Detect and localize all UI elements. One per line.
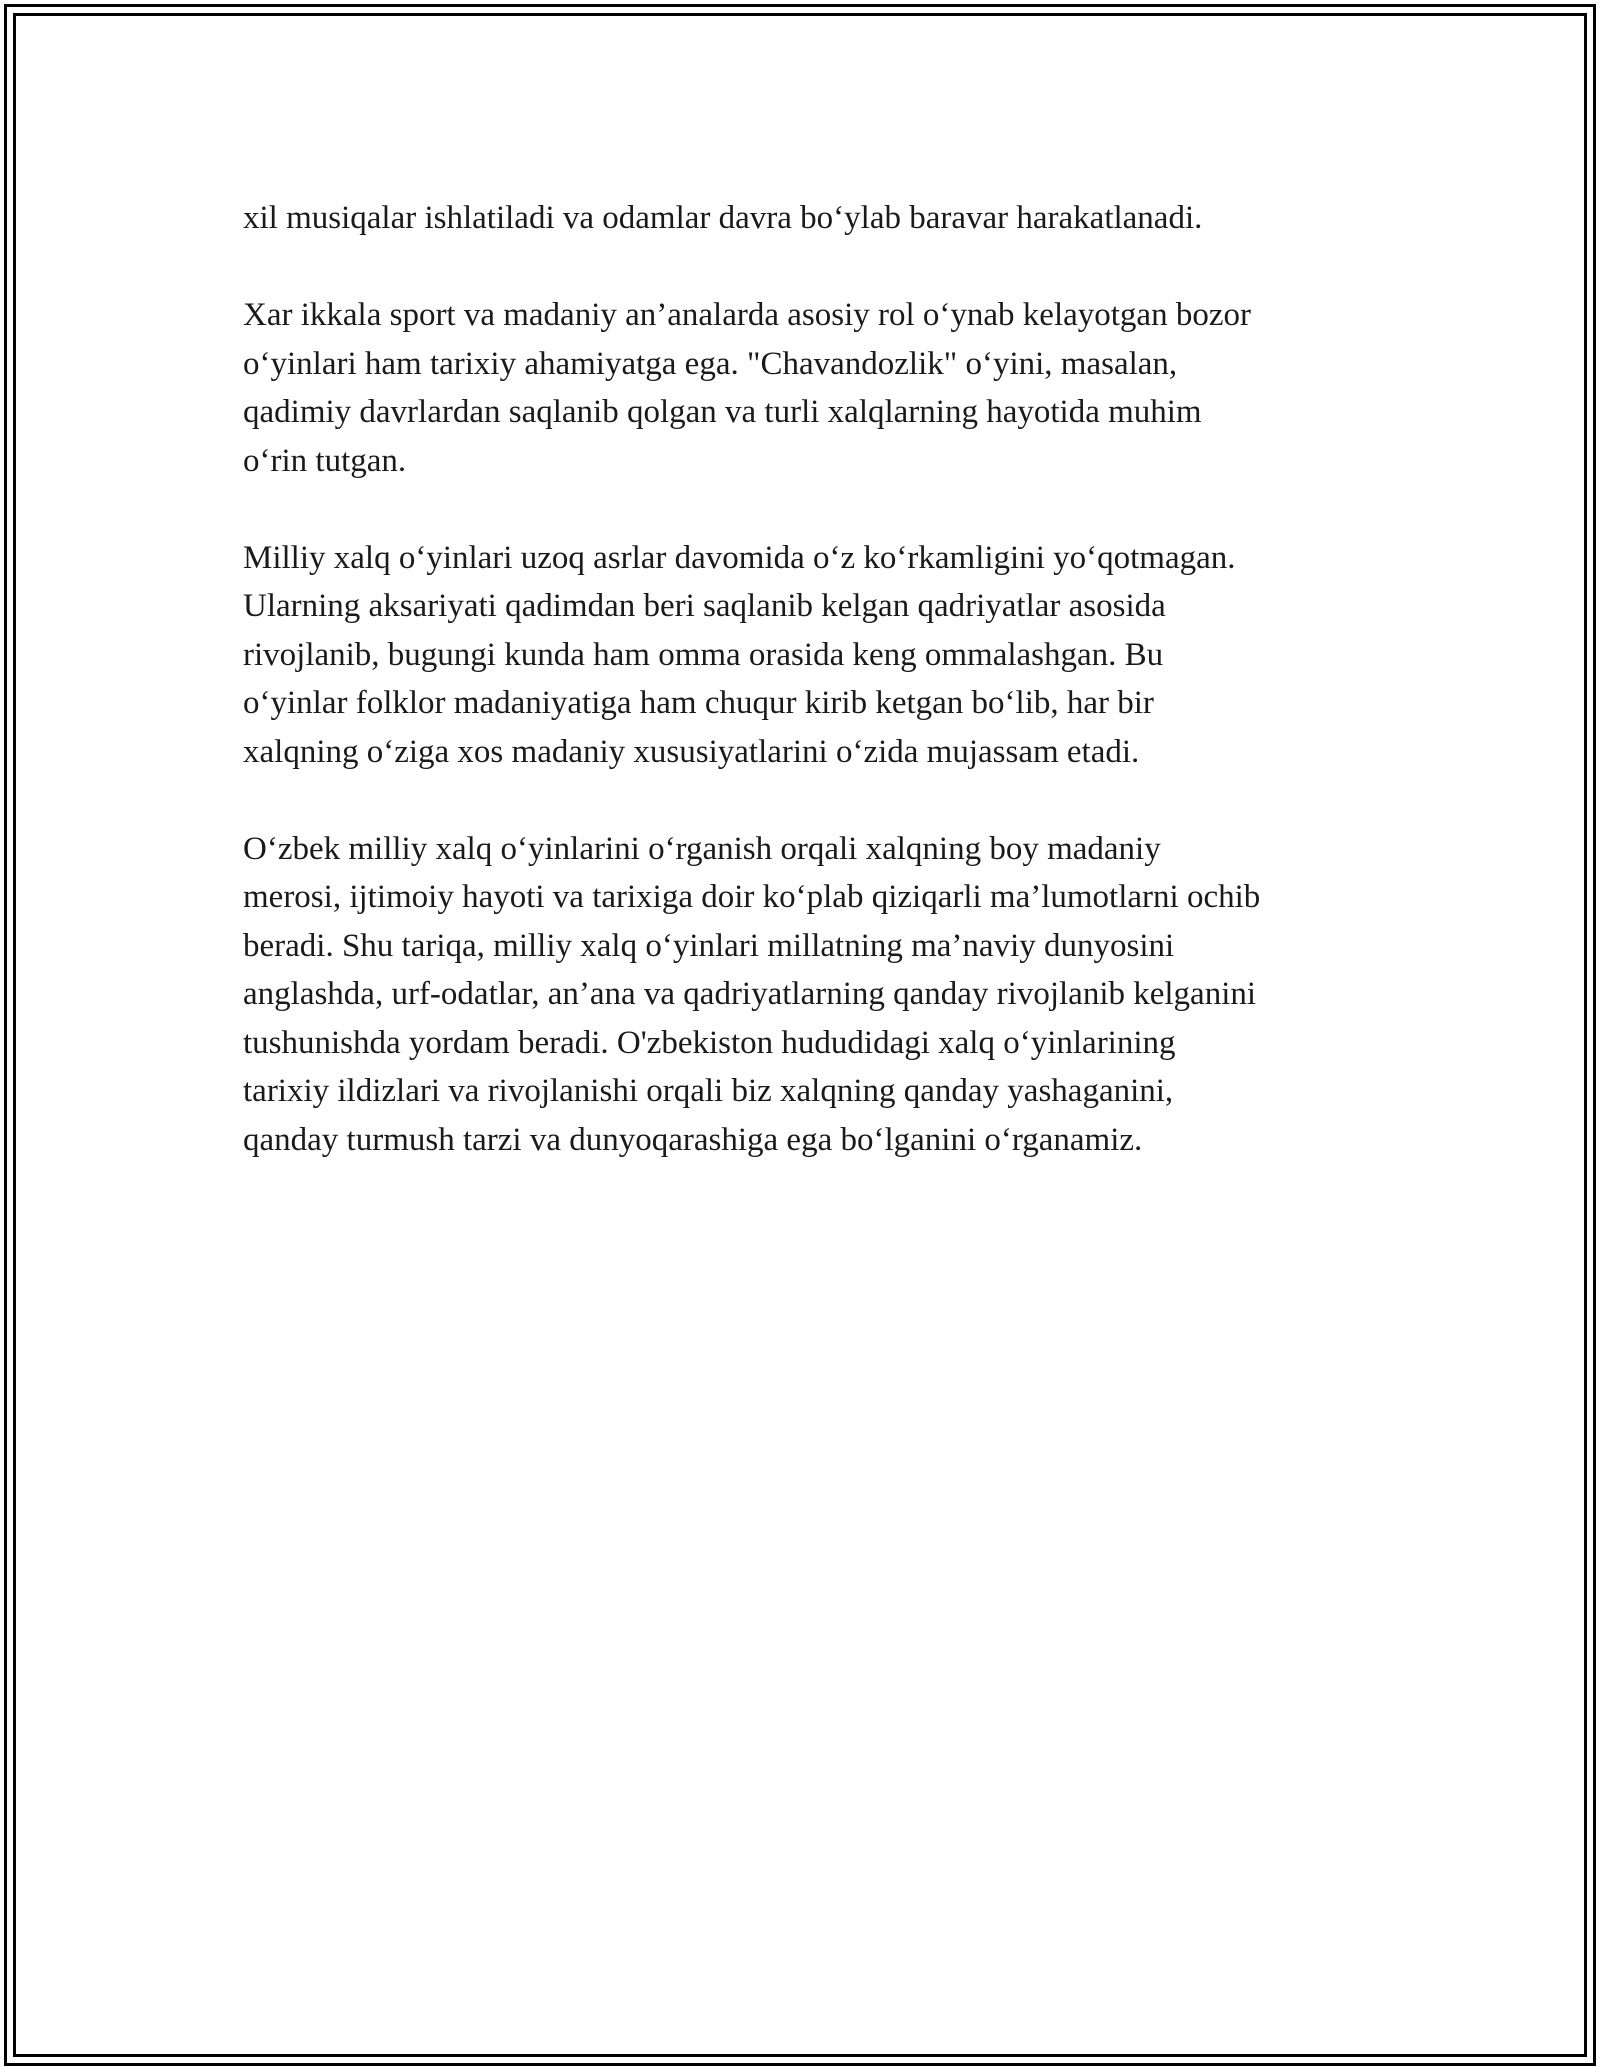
paragraph-milliy-xalq-oyinlari: Milliy xalq o‘yinlari uzoq asrlar davomida o‘z ko‘rkamligini yo‘qotmagan. Ularning aksariyati qadimdan beri saqlanib kelgan qadriyatlar asosida rivojlanib, bugungi kunda ham omma orasida keng ommalashgan. Bu o‘yinlar folklor madaniyatiga ham chuqur kirib ketgan bo‘lib, har bir xalqning o‘ziga xos madaniy xususiyatlarini o‘zida mujassam etadi.	[243, 539, 1236, 770]
paragraph-ozbek-oyinlari: O‘zbek milliy xalq o‘yinlarini o‘rganish orqali xalqning boy madaniy merosi, ijtimoiy hayoti va tarixiga doir ko‘plab qiziqarli ma’lumotlarni ochib beradi. Shu tariqa, milliy xalq o‘yinlari millatning ma’naviy dunyosini anglashda, urf-odatlar, an’ana va qadriyatlarning qanday rivojlanib kelganini tushunishda yordam beradi. O'zbekiston hududidagi xalq o‘yinlarining tarixiy ildizlari va rivojlanishi orqali biz xalqning qanday yashaganini, qanday turmush tarzi va dunyoqarashiga ega bo‘lganini o‘rganamiz.	[243, 830, 1261, 1158]
document-body	[243, 194, 1388, 1213]
page-frame	[4, 4, 1596, 2066]
paragraph-bozor-oyinlari: Xar ikkala sport va madaniy an’analarda asosiy rol o‘ynab kelayotgan bozor o‘yinlari ham tarixiy ahamiyatga ega. "Chavandozlik" o‘yini, masalan, qadimiy davrlardan saqlanib qolgan va turli xalqlarning hayotida muhim o‘rin tutgan.	[243, 297, 1251, 479]
paragraph-continuation: xil musiqalar ishlatiladi va odamlar davra bo‘ylab baravar harakatlanadi.	[243, 200, 1203, 236]
